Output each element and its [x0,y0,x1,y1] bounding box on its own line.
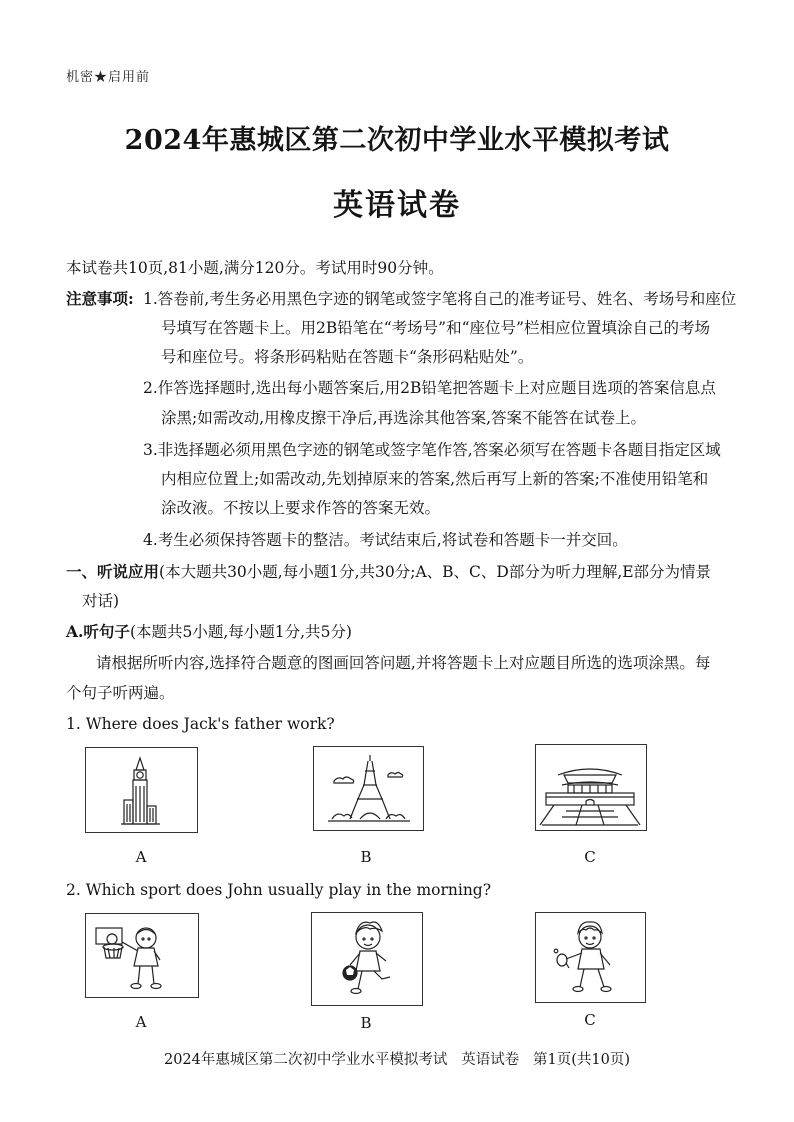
page-footer: 2024年惠城区第二次初中学业水平模拟考试 英语试卷 第1页(共10页) [163,1052,631,1068]
option-label: C [584,848,596,866]
option-label: B [360,1014,372,1032]
partA-heading [66,621,352,643]
option-image-2a[interactable] [85,913,199,998]
option-image-1b[interactable] [313,746,424,831]
partA-instruction: 请根据所听内容,选择符合题意的图画回答问题,并将答题卡上对应题目所选的选项涂黑。每 [96,654,711,672]
exam-subtitle: 英语试卷 [333,188,461,223]
big-ben-icon [86,748,196,831]
note-line: 3.非选择题必须用黑色字迹的钢笔或签字笔作答,答案必须写在答题卡各题目指定区域 [143,441,721,459]
option-image-1a[interactable] [85,747,198,833]
note-line: 内相应位置上;如需改动,先划掉原来的答案,然后再写上新的答案;不准使用铅笔和 [161,470,709,488]
option-image-2c[interactable] [535,912,646,1003]
note-line: 2.作答选择题时,选出每小题答案后,用2B铅笔把答题卡上对应题目选项的答案信息点 [143,379,716,397]
section1-desc: (本大题共30小题,每小题1分,共30分;A、B、C、D部分为听力理解,E部分为情景 [159,563,712,581]
option-image-2b[interactable] [311,912,423,1006]
option-label: A [135,848,147,866]
question-2: 2. Which sport does John usually play in the morning? [66,881,492,899]
option-image-1c[interactable] [535,744,647,831]
exam-title: 2024年惠城区第二次初中学业水平模拟考试 [124,125,670,156]
notes-label: 注意事项: [66,289,134,308]
ping-pong-player-icon [536,913,644,1001]
note-line: 号和座位号。将条形码粘贴在答题卡“条形码粘贴处”。 [161,348,534,366]
note-line: 4.考生必须保持答题卡的整洁。考试结束后,将试卷和答题卡一并交回。 [143,531,628,549]
note-line: 1.答卷前,考生务必用黑色字迹的钢笔或签字笔将自己的准考证号、姓名、考场号和座位 [143,290,737,308]
note-line: 涂改液。不按以上要求作答的答案无效。 [161,499,441,517]
option-label: B [360,848,372,866]
section1-title: 一、听说应用 [66,562,160,581]
section1-heading [66,561,711,583]
partA-desc: (本题共5小题,每小题1分,共5分) [129,623,352,641]
section1-desc-cont: 对话) [82,592,120,610]
option-label: A [135,1013,147,1031]
secret-mark: 机密★启用前 [66,70,151,85]
note-line: 涂黑;如需改动,用橡皮擦干净后,再选涂其他答案,答案不能答在试卷上。 [161,409,647,427]
note-line: 号填写在答题卡上。用2B铅笔在“考场号”和“座位号”栏相应位置填涂自己的考场 [161,319,710,337]
question-1: 1. Where does Jack's father work? [66,715,335,733]
option-label: C [584,1011,596,1029]
basketball-player-icon [86,914,197,996]
partA-title: A.听句子 [66,622,130,641]
exam-intro: 本试卷共10页,81小题,满分120分。考试用时90分钟。 [66,259,444,277]
soccer-player-icon [312,913,421,1004]
eiffel-tower-icon [314,747,422,829]
partA-instruction-cont: 个句子听两遍。 [66,684,175,702]
tiananmen-icon [536,745,645,829]
